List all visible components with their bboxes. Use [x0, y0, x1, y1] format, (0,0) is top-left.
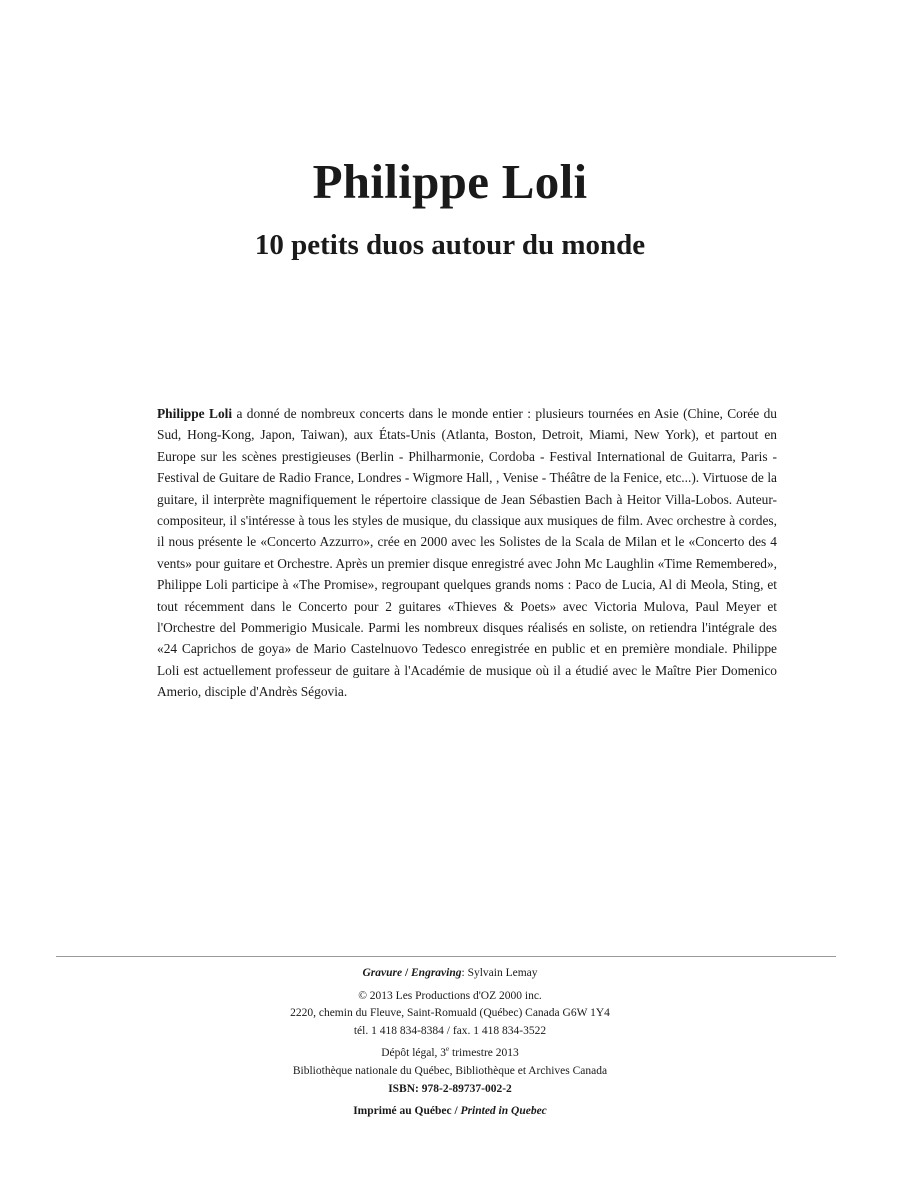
divider-line — [56, 956, 836, 957]
address-line: 2220, chemin du Fleuve, Saint-Romuald (Québec) Canada G6W 1Y4 — [290, 1007, 610, 1020]
deposit-prefix: Dépôt légal, 3 — [381, 1047, 447, 1060]
libraries-line: Bibliothèque nationale du Québec, Bibliothèque et Archives Canada — [292, 1064, 608, 1077]
deposit-suffix: trimestre 2013 — [449, 1047, 519, 1060]
isbn-line — [0, 1081, 900, 1099]
engraving-credit — [0, 965, 900, 983]
biography-text: a donné de nombreux concerts dans le monde entier : plusieurs tournées en Asie (Chine, Corée du Sud, Hong-Kong, Japon, Taiwan), aux États-Unis (Atlanta, Boston, Detroit, Miami, New York), et partout en Europe sur les scènes prestigieuses (Berlin - Philharmonie, Cordoba - Festival International de Guitarra, Paris - Festival de Guitare de Radio France, Londres - Wigmore Hall, , Venise - Théâtre de la Fenice, etc...). Virtuose de la guitare, il interprète magnifiquement le répertoire classique de Jean Sébastien Bach à Heitor Villa-Lobos. Auteur-compositeur, il s'intéresse à tous les styles de musique, du classique aux musiques de film. Avec orchestre à cordes, il nous présente le «Concerto Azzurro», crée en 2000 avec les Solistes de la Scala de Milan et le «Concerto des 4 vents» pour guitare et Orchestre. Après un premier disque enregistré avec John Mc Laughlin «Time Remembered», Philippe Loli participe à «The Promise», regroupant quelques grands noms : Paco de Lucia, Al di Meola, Sting, et tout récemment dans le Concerto pour 2 guitares «Thieves & Poets» avec Victoria Mulova, Paul Meyer et l'Orchestre del Pommerigio Musicale. Parmi les nombreux disques réalisés en soliste, on retiendra l'intégrale des «24 Caprichos de goya» de Mario Castelnuovo Tedesco enregistrée en public et en première mondiale. Philippe Loli est actuellement professeur de guitare à l'Académie de musique où il a étudié avec le Maître Pier Domenico Amerio, disciple d'Andrès Ségovia. — [157, 406, 777, 700]
engraving-separator: / — [402, 967, 412, 979]
engraver-name: Sylvain Lemay — [467, 967, 538, 979]
engraving-sep: : — [461, 967, 468, 979]
isbn: ISBN: 978-2-89737-002-2 — [388, 1082, 512, 1095]
biography-paragraph — [157, 403, 777, 703]
printed-en: Printed in Quebec — [460, 1105, 547, 1118]
printed-line — [0, 1103, 900, 1121]
biography-name: Philippe Loli — [157, 406, 233, 421]
engraving-label-fr: Gravure — [362, 967, 403, 979]
colophon — [0, 965, 900, 1121]
printed-separator: / — [451, 1105, 461, 1118]
legal-deposit-line — [0, 1045, 900, 1063]
copyright-line: © 2013 Les Productions d'OZ 2000 inc. — [358, 989, 542, 1002]
engraving-label-en: Engraving — [411, 967, 462, 979]
author-title: Philippe Loli — [312, 154, 588, 209]
deposit-sup: e — [446, 1045, 450, 1054]
phone-line: tél. 1 418 834-8384 / fax. 1 418 834-3522 — [353, 1024, 547, 1037]
printed-fr: Imprimé au Québec — [353, 1105, 452, 1118]
work-subtitle: 10 petits duos autour du monde — [254, 229, 646, 261]
